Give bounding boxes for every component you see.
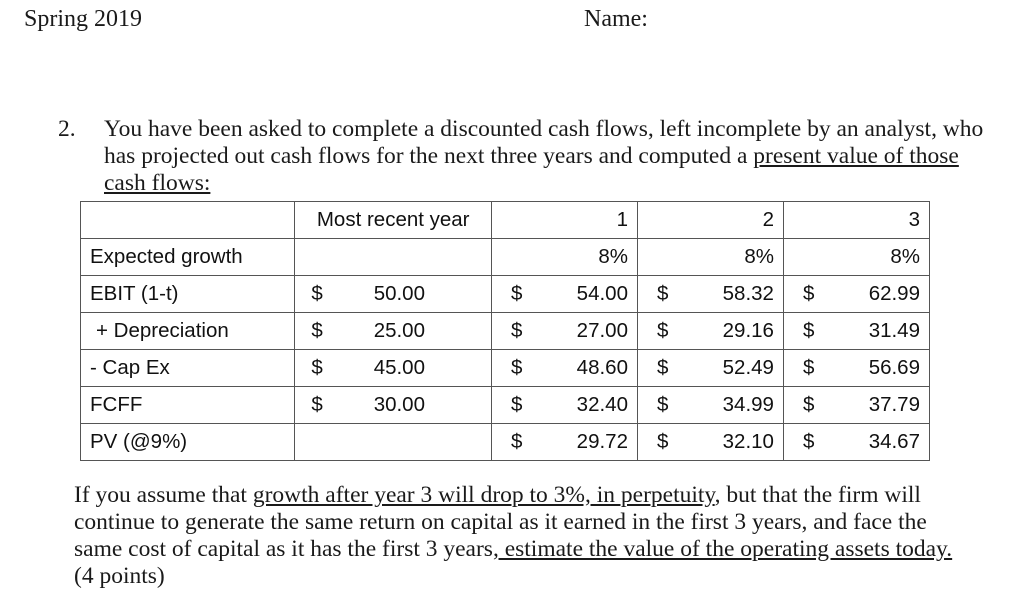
- cell-most-recent: [295, 276, 492, 313]
- cell-value: 50.00: [373, 282, 425, 305]
- cell-value: 56.69: [868, 356, 920, 379]
- cell-value: 58.32: [722, 282, 774, 305]
- header-cell-blank: [81, 202, 295, 239]
- currency-symbol: $: [802, 430, 815, 453]
- cell-year-3: [783, 387, 929, 424]
- header-year-3: 3: [783, 202, 929, 239]
- cell-year-1: [492, 387, 638, 424]
- cell-value: 62.99: [868, 282, 920, 305]
- question-number: 2.: [58, 116, 76, 142]
- cell-year-3: [783, 276, 929, 313]
- cell-year-1: [492, 350, 638, 387]
- currency-symbol: $: [511, 430, 523, 453]
- currency-symbol: $: [311, 319, 323, 342]
- row-label: PV (@9%): [81, 424, 295, 461]
- currency-symbol: $: [656, 282, 669, 305]
- growth-most-recent: [295, 239, 492, 276]
- header-year-2: 2: [637, 202, 783, 239]
- question-text-underlined: present value of those cash flows:: [104, 143, 959, 196]
- currency-symbol: $: [511, 393, 523, 416]
- row-label: - Cap Ex: [81, 350, 295, 387]
- header-most-recent-year: Most recent year: [295, 202, 492, 239]
- currency-symbol: $: [656, 356, 669, 379]
- table-row-ebit: [81, 276, 930, 313]
- cell-value: 32.40: [576, 393, 628, 416]
- cell-year-2: [637, 313, 783, 350]
- followup-points: (4 points): [74, 563, 165, 589]
- cell-value: 54.00: [576, 282, 628, 305]
- cell-year-1: [492, 276, 638, 313]
- cell-year-2: [637, 387, 783, 424]
- currency-symbol: $: [511, 356, 523, 379]
- table-row-depreciation: [81, 313, 930, 350]
- cell-year-2: [637, 276, 783, 313]
- name-label: Name:: [584, 6, 648, 32]
- growth-row: [81, 239, 930, 276]
- table-row-fcff: [81, 387, 930, 424]
- cell-year-3: [783, 424, 929, 461]
- semester-label: Spring 2019: [24, 6, 143, 32]
- cell-most-recent: [295, 387, 492, 424]
- cell-value: 34.99: [722, 393, 774, 416]
- cell-year-2: [637, 350, 783, 387]
- currency-symbol: $: [511, 319, 523, 342]
- cell-value: 37.79: [868, 393, 920, 416]
- cell-value: 29.72: [576, 430, 628, 453]
- table-row-pv: [81, 424, 930, 461]
- currency-symbol: $: [802, 356, 815, 379]
- followup-underlined-1: growth after year 3 will drop to 3%, in perpetuity: [252, 482, 715, 508]
- cell-value: 31.49: [868, 319, 920, 342]
- cell-most-recent: [295, 313, 492, 350]
- cell-value: 45.00: [373, 356, 425, 379]
- currency-symbol: $: [311, 356, 323, 379]
- row-label: EBIT (1-t): [81, 276, 295, 313]
- cell-most-recent: [295, 350, 492, 387]
- currency-symbol: $: [656, 430, 669, 453]
- row-label: FCFF: [81, 387, 295, 424]
- currency-symbol: $: [802, 319, 815, 342]
- currency-symbol: $: [511, 282, 523, 305]
- cell-value: 34.67: [868, 430, 920, 453]
- cell-value: 30.00: [373, 393, 425, 416]
- followup-underlined-2: , estimate the value of the operating assets today.: [492, 536, 953, 562]
- cell-year-1: [492, 313, 638, 350]
- cell-value: 25.00: [373, 319, 425, 342]
- header-row: [81, 202, 930, 239]
- currency-symbol: $: [311, 282, 323, 305]
- row-label: Expected growth: [81, 239, 295, 276]
- question-2: [58, 116, 988, 197]
- currency-symbol: $: [656, 319, 669, 342]
- currency-symbol: $: [656, 393, 669, 416]
- cell-value: 32.10: [722, 430, 774, 453]
- currency-symbol: $: [802, 282, 815, 305]
- cell-value: 48.60: [576, 356, 628, 379]
- followup-text-1: If you assume that: [74, 482, 253, 508]
- growth-year-3: 8%: [783, 239, 929, 276]
- growth-year-2: 8%: [637, 239, 783, 276]
- followup-text-2: , but that the firm will continue to generate the same return on capital as it earned in the first 3 years, and face the same cost of capital as it has the first 3 years: [74, 482, 927, 562]
- cell-value: 29.16: [722, 319, 774, 342]
- question-text: [104, 116, 988, 197]
- followup-question: [74, 482, 974, 590]
- currency-symbol: $: [311, 393, 323, 416]
- currency-symbol: $: [802, 393, 815, 416]
- cell-value: 52.49: [722, 356, 774, 379]
- cell-year-3: [783, 313, 929, 350]
- header-year-1: 1: [492, 202, 638, 239]
- growth-year-1: 8%: [492, 239, 638, 276]
- cell-value: 27.00: [576, 319, 628, 342]
- question-text-main: You have been asked to complete a discounted cash flows, left incomplete by an analyst, who has projected out cash flows for the next three years and computed a: [104, 116, 984, 169]
- dcf-table: [80, 201, 930, 461]
- cell-most-recent: [295, 424, 492, 461]
- cell-year-3: [783, 350, 929, 387]
- row-label: + Depreciation: [81, 313, 295, 350]
- table-row-capex: [81, 350, 930, 387]
- cell-year-2: [637, 424, 783, 461]
- cell-year-1: [492, 424, 638, 461]
